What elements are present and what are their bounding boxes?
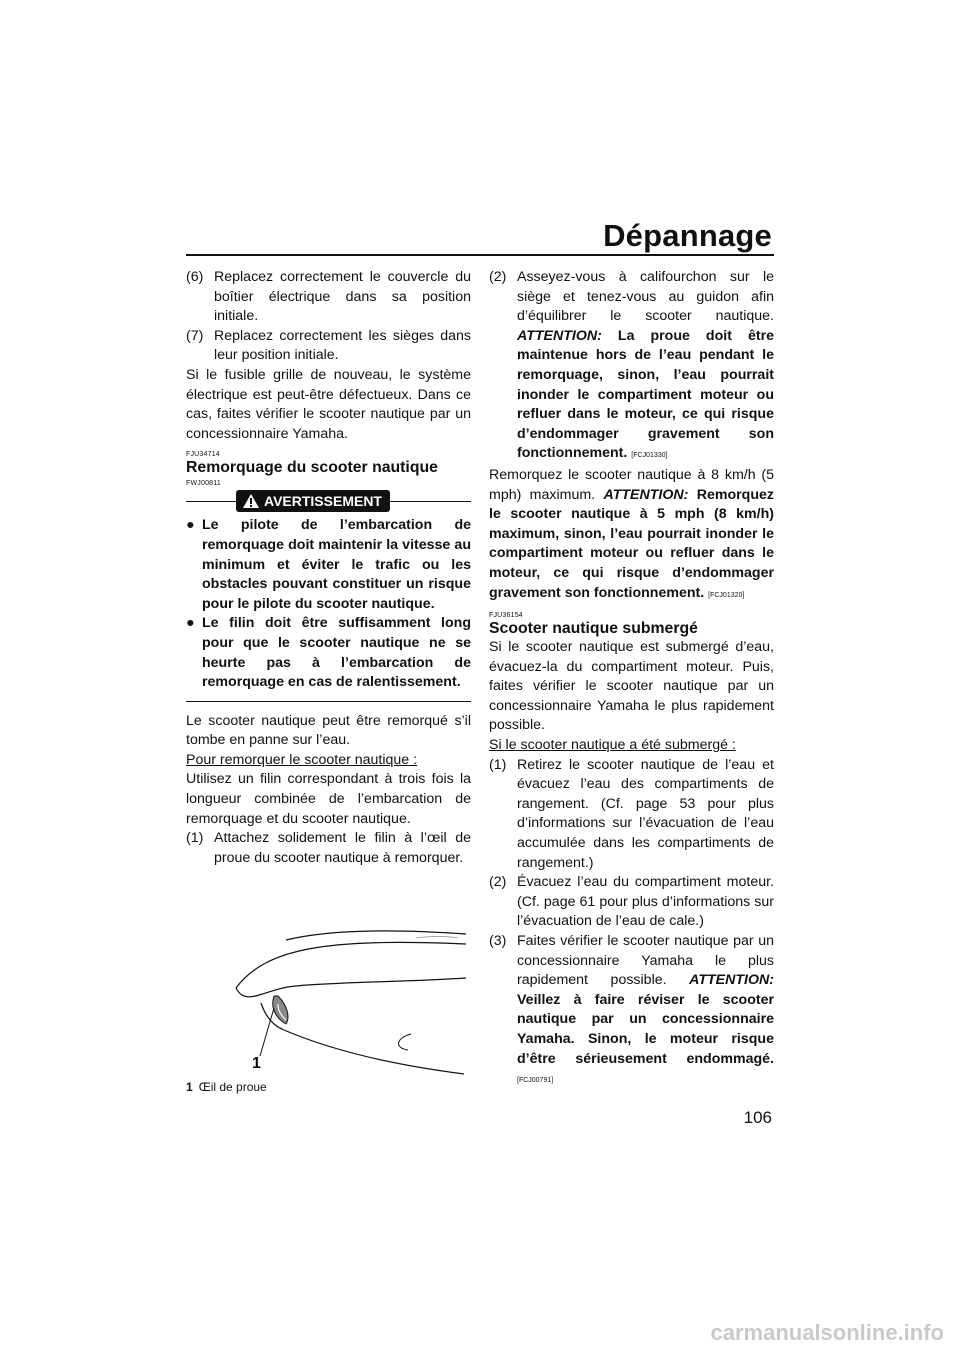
section-heading-submerged: Scooter nautique submergé: [489, 620, 698, 638]
right-column: [489, 268, 774, 1091]
step-number: (1): [489, 756, 507, 773]
step-text: Évacuez l’eau du compartiment moteur. (Cf. page 61 pour plus d’informations sur l’évacuation de l’eau de cale.): [517, 874, 774, 930]
caution-code: [FCJ01320]: [708, 591, 745, 599]
step-number: (1): [186, 830, 204, 847]
page-title: Dépannage: [603, 218, 772, 253]
figure-caption: [186, 1078, 471, 1098]
caution-code: [FCJ00791]: [517, 1077, 554, 1085]
section-code: FJU34714: [186, 451, 220, 459]
step-2: [489, 268, 774, 466]
watermark: carmanualsonline.info: [710, 1320, 944, 1345]
paragraph-tow: Le scooter nautique peut être remorqué s’il tombe en panne sur l’eau.: [186, 712, 471, 749]
warning-bullet: [186, 614, 471, 692]
attention-label: ATTENTION:: [603, 486, 689, 503]
subheading-tow: Pour remorquer le scooter nautique :: [186, 751, 418, 768]
step-text: Faites vérifier le scooter nautique par un concessionnaire Yamaha le plus rapidement possible.: [517, 933, 774, 989]
paragraph-submerged: Si le scooter nautique est submergé d’eau, évacuez-la du compartiment moteur. Puis, faites vérifier le scooter nautique par un concessionnaire Yamaha le plus rapidement possible.: [489, 639, 774, 734]
warning-end-rule: [186, 701, 471, 702]
warning-label: AVERTISSEMENT: [264, 492, 382, 509]
figure-callout: 1: [252, 1055, 261, 1073]
caption-text: Œil de proue: [198, 1080, 267, 1095]
subheading-submerged: Si le scooter nautique a été submergé :: [489, 737, 736, 754]
paragraph-speed: [489, 466, 774, 605]
step-number: (7): [186, 327, 204, 344]
sub-step-3: [489, 932, 774, 1091]
left-column: [186, 268, 471, 1098]
section-code: FJU36154: [489, 612, 523, 620]
attention-text: Remorquez le scooter nautique à 5 mph (8 km/h) maximum, sinon, l’eau pourrait inonder le compartiment moteur ou refluer dans le moteur, ce qui risque d’endommager gravement son fonctionnement.: [489, 486, 774, 601]
warning-bullet: [186, 516, 471, 614]
step-number: (2): [489, 874, 507, 891]
step-number: (3): [489, 933, 507, 949]
header-rule: [186, 254, 774, 256]
bullet-dot: ●: [186, 615, 195, 632]
step-1: [186, 829, 471, 868]
bullet-text: Le pilote de l’embarcation de remorquage doit maintenir la vitesse au minimum et éviter le trafic ou les obstacles pouvant constituer un risque pour le pilote du scooter nautique.: [202, 517, 471, 612]
page-number: 106: [743, 1108, 772, 1127]
bullet-dot: ●: [186, 517, 195, 534]
warning-header: [186, 490, 471, 512]
sub-step-2: [489, 873, 774, 932]
warning-badge: [236, 490, 390, 512]
speed-text: Remorquez le scooter nautique à 8 km/h (5 mph) maximum.: [489, 466, 774, 503]
step-text: Replacez correctement les sièges dans leur position initiale.: [214, 327, 471, 364]
bow-eye-figure: [186, 878, 471, 1078]
step-number: (2): [489, 269, 507, 285]
step-text: Retirez le scooter nautique de l’eau et évacuez l’eau des compartiments de rangement. (Cf. page 53 pour plus d’informations sur l’évacuation de l’eau accumulée dans les compartiments de rangement.): [517, 756, 774, 871]
step-6: [186, 268, 471, 327]
warning-triangle-icon: [242, 493, 260, 509]
paragraph-fuse: Si le fusible grille de nouveau, le système électrique est peut-être défectueux. Dans ce cas, faites vérifier le scooter nautique par un concessionnaire Yamaha.: [186, 366, 471, 442]
step-number: (6): [186, 269, 204, 285]
step-text: Asseyez-vous à califourchon sur le siège et tenez-vous au guidon afin d’équilibrer le scooter nautique.: [517, 269, 774, 325]
step-text: Replacez correctement le couvercle du boîtier électrique dans sa position initiale.: [214, 269, 471, 325]
sub-step-1: [489, 756, 774, 874]
step-text: Attachez solidement le filin à l’œil de proue du scooter nautique à remorquer.: [214, 830, 471, 866]
section-heading-towing: Remorquage du scooter nautique: [186, 459, 438, 477]
attention-text: Veillez à faire réviser le scooter nautique par un concessionnaire Yamaha. Sinon, le moteur risque d’être sérieusement endommagé.: [517, 991, 774, 1067]
warning-code: FWJ00811: [186, 480, 221, 488]
caution-code: [FCJ01330]: [631, 452, 668, 460]
bullet-text: Le filin doit être suffisamment long pour que le scooter nautique ne se heurte pas à l’embarcation de remorquage en cas de ralentissement.: [202, 615, 471, 691]
caption-number: 1: [186, 1080, 193, 1095]
paragraph-rope: Utilisez un filin correspondant à trois fois la longueur combinée de l’embarcation de remorquage et du scooter nautique.: [186, 771, 471, 827]
step-7: [186, 327, 471, 366]
bow-illustration: [186, 878, 471, 1078]
attention-label: ATTENTION:: [689, 972, 774, 989]
attention-label: ATTENTION:: [517, 327, 602, 344]
attention-text: La proue doit être maintenue hors de l’eau pendant le remorquage, sinon, l’eau pourrait inonder le compartiment moteur ou refluer dans le moteur, ce qui risque d’endommager gravement son fonctionnement.: [517, 327, 774, 462]
